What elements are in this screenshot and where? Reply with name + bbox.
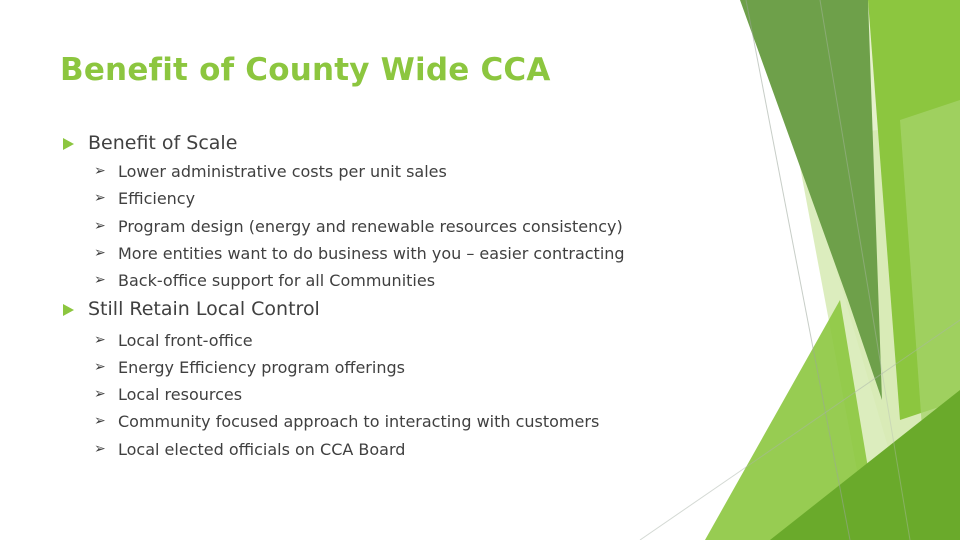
list-item: Energy Efficiency program offerings — [118, 358, 405, 377]
list-item: Local resources — [118, 385, 243, 404]
arrowhead-bullet-icon: ➢ — [94, 413, 106, 429]
arrowhead-bullet-icon: ➢ — [94, 441, 106, 457]
slide-title: Benefit of County Wide CCA — [60, 52, 551, 88]
triangle-bullet-icon — [63, 304, 74, 316]
section-heading-still-retain-local-control: Still Retain Local Control — [88, 298, 320, 320]
section-heading-benefit-of-scale: Benefit of Scale — [88, 132, 238, 154]
list-item: Local elected officials on CCA Board — [118, 440, 406, 459]
list-item: Lower administrative costs per unit sales — [118, 162, 447, 181]
list-item: Back-office support for all Communities — [118, 271, 436, 290]
list-item: Efficiency — [118, 189, 196, 208]
arrowhead-bullet-icon: ➢ — [94, 359, 106, 375]
arrowhead-bullet-icon: ➢ — [94, 386, 106, 402]
list-item: Community focused approach to interacting with customers — [118, 412, 600, 431]
triangle-bullet-icon — [63, 138, 74, 150]
arrowhead-bullet-icon: ➢ — [94, 332, 106, 348]
arrowhead-bullet-icon: ➢ — [94, 218, 106, 234]
arrowhead-bullet-icon: ➢ — [94, 272, 106, 288]
list-item: More entities want to do business with you – easier contracting — [118, 244, 625, 263]
list-item: Local front-office — [118, 331, 253, 350]
list-item: Program design (energy and renewable resources consistency) — [118, 217, 623, 236]
arrowhead-bullet-icon: ➢ — [94, 163, 106, 179]
arrowhead-bullet-icon: ➢ — [94, 190, 106, 206]
arrowhead-bullet-icon: ➢ — [94, 245, 106, 261]
